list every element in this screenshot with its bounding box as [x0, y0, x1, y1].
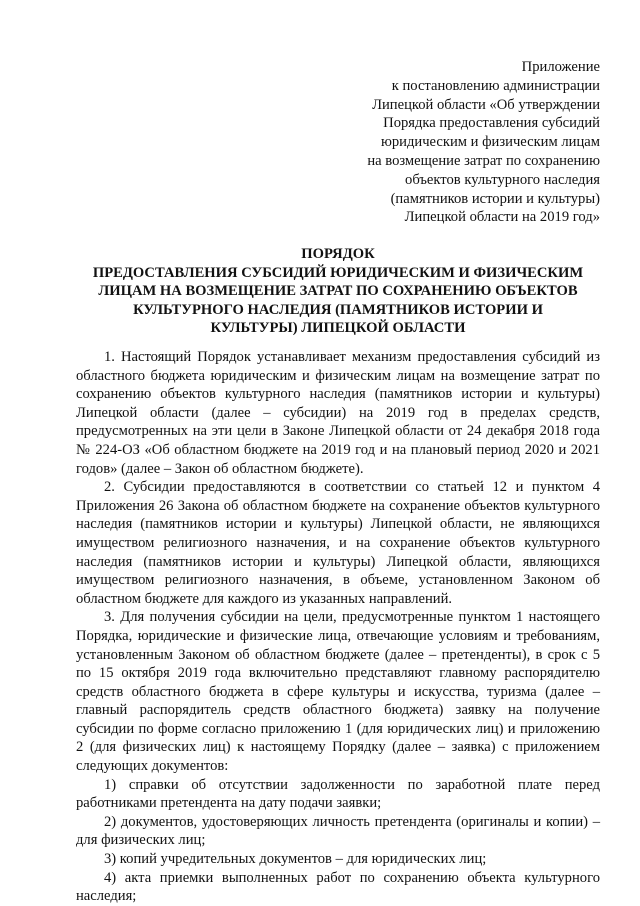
title-line: КУЛЬТУРНОГО НАСЛЕДИЯ (ПАМЯТНИКОВ ИСТОРИИ И: [133, 301, 543, 318]
appendix-line: Липецкой области на 2019 год»: [404, 209, 600, 226]
list-item-3: 3) копий учредительных документов – для юридических лиц;: [104, 851, 487, 868]
document-body: [76, 348, 600, 906]
title-line: КУЛЬТУРЫ) ЛИПЕЦКОЙ ОБЛАСТИ: [210, 320, 466, 337]
title-line: ПОРЯДОК: [301, 246, 375, 262]
paragraph-2: 2. Субсидии предоставляются в соответствии со статьей 12 и пунктом 4 Приложения 26 Закона об областном бюджете на сохранение объектов культурного наследия (памятников истории и культуры) Липецкой области, не являющихся имуществом религиозного назначения, и на сохранение объектов культурного наследия (памятников истории и культуры) Липецкой области, являющихся имуществом религиозного назначения, в объеме, установленном Законом об областном бюджете для каждого из указанных направлений.: [76, 479, 600, 607]
paragraph-1: 1. Настоящий Порядок устанавливает механизм предоставления субсидий из областного бюджета юридическим и физическим лицам на возмещение затрат по сохранению объектов культурного наследия (памятников истории и культуры) Липецкой области (далее – субсидии) на 2019 год в пределах средств, предусмотренных на эти цели в Законе Липецкой области от 24 декабря 2018 года № 224-ОЗ «Об областном бюджете на 2019 год и на плановый период 2020 и 2021 годов» (далее – Закон об областном бюджете).: [76, 349, 600, 477]
appendix-line: объектов культурного наследия: [405, 171, 600, 188]
appendix-line: Приложение: [521, 59, 600, 75]
appendix-line: на возмещение затрат по сохранению: [367, 152, 600, 169]
title-line: ПРЕДОСТАВЛЕНИЯ СУБСИДИЙ ЮРИДИЧЕСКИМ И ФИЗИЧЕСКИМ: [92, 264, 584, 281]
title-line: ЛИЦАМ НА ВОЗМЕЩЕНИЕ ЗАТРАТ ПО СОХРАНЕНИЮ ОБЪЕКТОВ: [98, 283, 578, 300]
appendix-line: Липецкой области «Об утверждении: [372, 96, 600, 113]
list-item-4: 4) акта приемки выполненных работ по сохранению объекта культурного наследия;: [76, 869, 600, 905]
appendix-line: юридическим и физическим лицам: [380, 134, 600, 151]
appendix-line: к постановлению администрации: [391, 77, 600, 94]
list-item-1: 1) справки об отсутствии задолженности по заработной плате перед работниками претендента на дату подачи заявки;: [76, 776, 600, 812]
list-item-2: 2) документов, удостоверяющих личность претендента (оригиналы и копии) – для физических лиц;: [76, 813, 600, 849]
document-title: [76, 245, 600, 338]
appendix-header: [367, 58, 600, 227]
appendix-line: Порядка предоставления субсидий: [383, 115, 600, 132]
appendix-line: (памятников истории и культуры): [390, 190, 600, 207]
paragraph-3: 3. Для получения субсидии на цели, предусмотренные пунктом 1 настоящего Порядка, юридические и физические лица, отвечающие условиям и требованиям, установленным Законом об областном бюджете (далее – претенденты), в срок с 5 по 15 октября 2019 года включительно представляют главному распорядителю средств областного бюджета в сфере культуры и искусства, туризма (далее – главный распорядитель средств областного бюджета) заявку на получение субсидии по форме согласно приложению 1 (для юридических лиц) и приложению 2 (для физических лиц) к настоящему Порядку (далее – заявка) с приложением следующих документов:: [76, 609, 600, 775]
